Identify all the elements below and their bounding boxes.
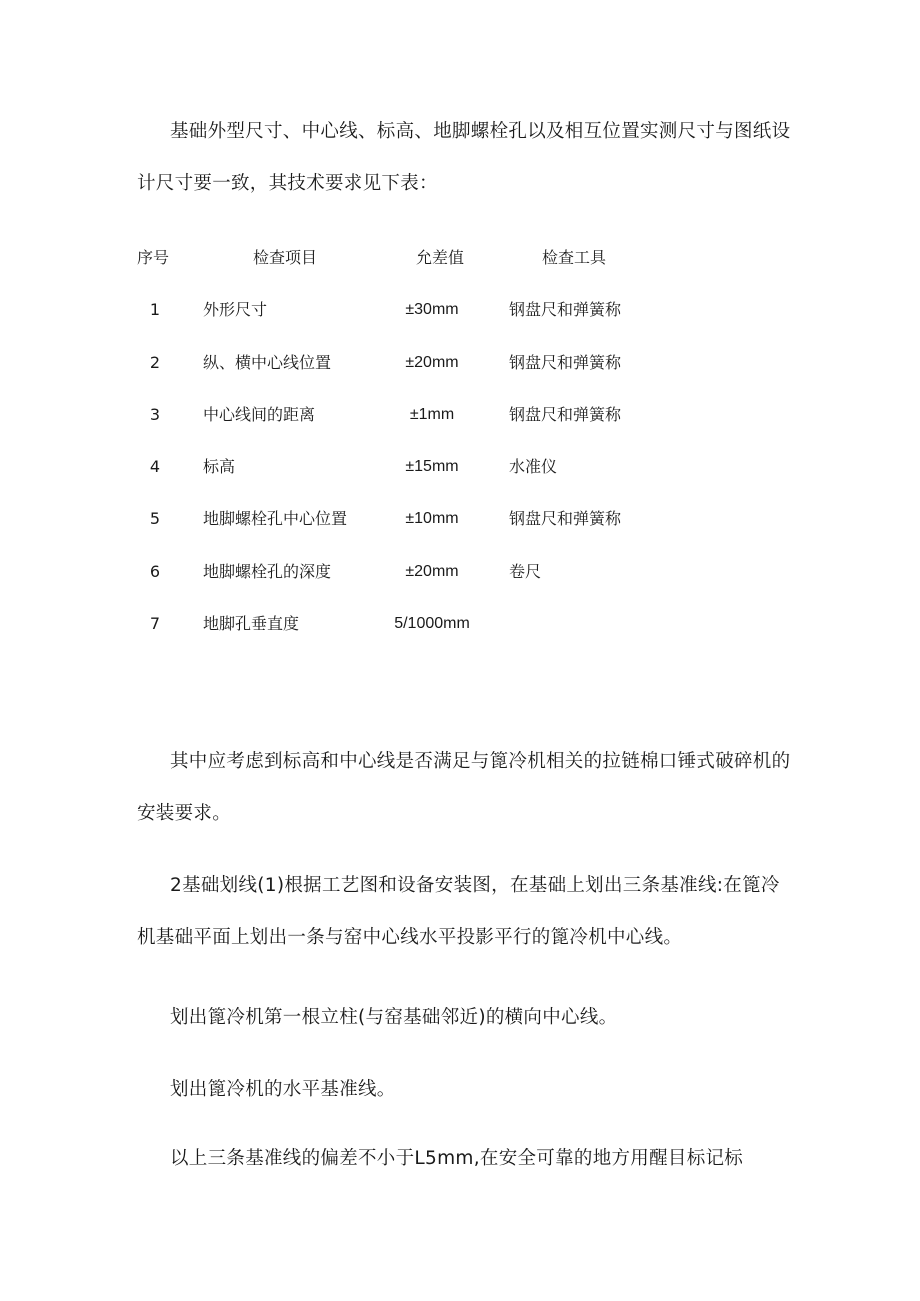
row-no: 4 bbox=[149, 457, 161, 477]
row-no: 6 bbox=[149, 561, 161, 581]
intro-paragraph: 基础外型尺寸、中心线、标高、地脚螺栓孔以及相互位置实测尺寸与图纸设计尺寸要一致，其技术要求见下表： bbox=[137, 121, 791, 194]
table-row bbox=[137, 292, 697, 344]
row-tool: 钢盘尺和弹簧称 bbox=[509, 352, 622, 372]
row-item: 标高 bbox=[203, 457, 236, 477]
table-header-row bbox=[137, 240, 697, 292]
row-item: 中心线间的距离 bbox=[203, 404, 316, 424]
header-item: 检查项目 bbox=[253, 248, 318, 267]
row-no: 7 bbox=[149, 614, 161, 634]
header-tool: 检查工具 bbox=[542, 248, 607, 267]
deviation-paragraph: 以上三条基准线的偏差不小于L5mm,在安全可靠的地方用醒目标记标 bbox=[170, 1148, 744, 1169]
marking-paragraph: 2基础划线(1)根据工艺图和设备安装图，在基础上划出三条基准线:在篦冷机基础平面上划出一条与窑中心线水平投影平行的篦冷机中心线。 bbox=[137, 875, 780, 948]
table-row bbox=[137, 345, 697, 397]
table-row bbox=[137, 501, 697, 553]
row-item: 外形尺寸 bbox=[203, 300, 268, 320]
crossline-paragraph: 划出篦冷机第一根立柱(与窑基础邻近)的横向中心线。 bbox=[170, 1007, 618, 1028]
requirement-paragraph: 其中应考虑到标高和中心线是否满足与篦冷机相关的拉链棉口锤式破碎机的安装要求。 bbox=[137, 751, 791, 824]
inspection-table bbox=[137, 240, 697, 658]
row-tolerance: ±30mm bbox=[405, 301, 459, 319]
table-row bbox=[137, 554, 697, 606]
table-row bbox=[137, 449, 697, 501]
row-no: 2 bbox=[149, 352, 161, 372]
row-tool: 钢盘尺和弹簧称 bbox=[509, 509, 622, 529]
row-no: 5 bbox=[149, 509, 161, 529]
row-no: 1 bbox=[149, 300, 161, 320]
row-tolerance: ±20mm bbox=[405, 353, 459, 371]
row-tolerance: ±10mm bbox=[405, 510, 459, 528]
baseline-paragraph: 划出篦冷机的水平基准线。 bbox=[170, 1079, 396, 1100]
table-row bbox=[137, 606, 697, 658]
header-no: 序号 bbox=[137, 248, 170, 267]
row-tolerance: 5/1000mm bbox=[394, 615, 470, 633]
header-tolerance: 允差值 bbox=[415, 248, 464, 267]
row-tolerance: ±15mm bbox=[405, 458, 459, 476]
row-tool: 水准仪 bbox=[509, 457, 558, 477]
row-tolerance: ±20mm bbox=[405, 562, 459, 580]
row-no: 3 bbox=[149, 404, 161, 424]
row-item: 地脚孔垂直度 bbox=[203, 614, 300, 634]
table-row bbox=[137, 397, 697, 449]
row-item: 地脚螺栓孔的深度 bbox=[203, 561, 332, 581]
row-tool: 钢盘尺和弹簧称 bbox=[509, 404, 622, 424]
row-tolerance: ±1mm bbox=[409, 405, 455, 423]
row-tool: 钢盘尺和弹簧称 bbox=[509, 300, 622, 320]
row-tool: 卷尺 bbox=[509, 561, 542, 581]
row-item: 地脚螺栓孔中心位置 bbox=[203, 509, 348, 529]
row-item: 纵、横中心线位置 bbox=[203, 352, 332, 372]
